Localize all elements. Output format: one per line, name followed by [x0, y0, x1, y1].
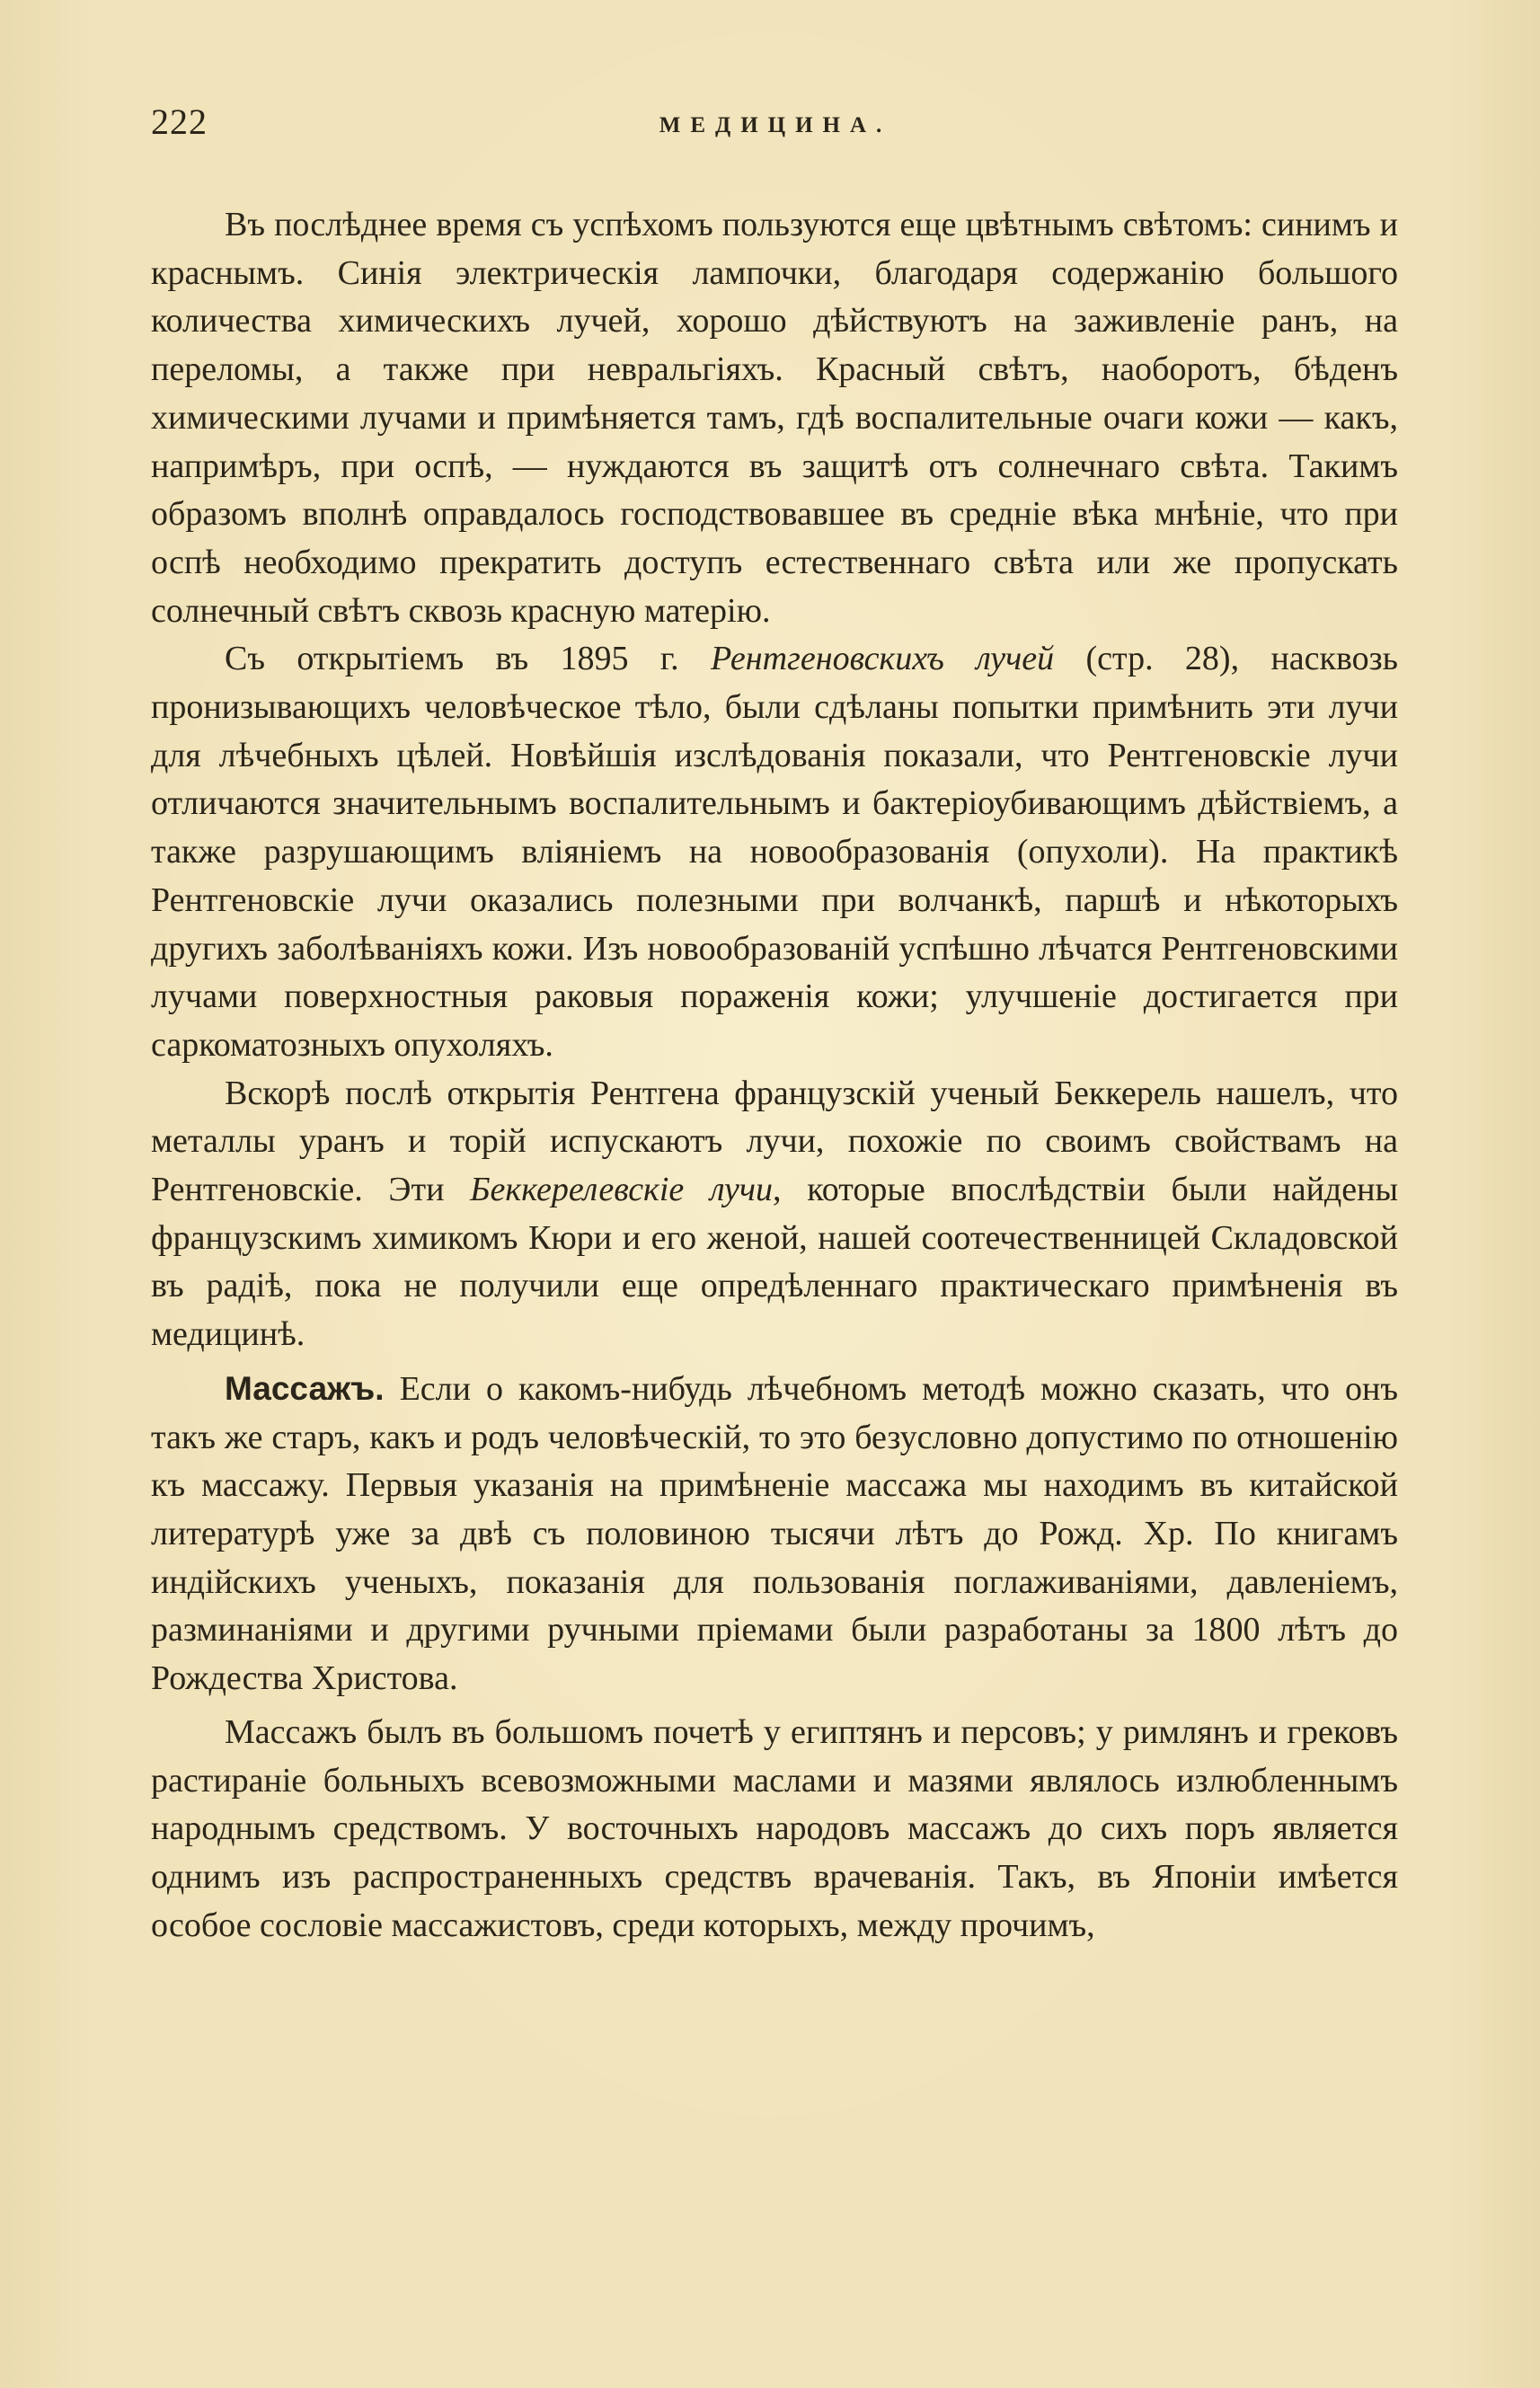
paragraph-colored-light	[151, 201, 1398, 635]
paragraph-becquerel-rays	[151, 1070, 1398, 1359]
page-number: 222	[151, 102, 208, 142]
paragraph-massage-history	[151, 1709, 1398, 1950]
paragraph-roentgen-rays	[151, 635, 1398, 1069]
paragraph-text-pre: Вскорѣ послѣ открытія Рентгена французскій ученый Беккерель нашелъ, что металлы уранъ и торій испускаютъ лучи, похожіе по своимъ свойствамъ на Рентгеновскіе. Эти	[151, 1074, 1398, 1209]
paragraph-text: Въ послѣднее время съ успѣхомъ пользуются еще цвѣтнымъ свѣтомъ: синимъ и краснымъ. Синія электрическія лампочки, благодаря содержанію большого количества химическихъ лучей, хорошо дѣйствуютъ на заживленіе ранъ, на переломы, а также при невральгіяхъ. Красный свѣтъ, наоборотъ, бѣденъ химическими лучами и примѣняется тамъ, гдѣ воспалительные очаги кожи — какъ, напримѣръ, при оспѣ, — нуждаются въ защитѣ отъ солнечнаго свѣта. Такимъ образомъ вполнѣ оправдалось господствовавшее въ средніе вѣка мнѣніе, что при оспѣ необходимо прекратить доступъ естественнаго свѣта или же пропускать солнечный свѣтъ сквозь красную матерію.	[151, 206, 1398, 630]
paragraph-text-post: , которые впослѣдствіи были найдены французскимъ химикомъ Кюри и его женой, нашей соотечественницей Складовской въ радіѣ, пока не получили еще опредѣленнаго практическаго примѣненія въ медицинѣ.	[151, 1171, 1398, 1354]
body-text	[151, 201, 1398, 1950]
paragraph-massage	[151, 1365, 1398, 1703]
paragraph-text-pre: Съ открытіемъ въ 1895 г.	[225, 640, 712, 678]
paragraph-text: Массажъ былъ въ большомъ почетѣ у египтянъ и персовъ; у римлянъ и грековъ растираніе больныхъ всевозможными маслами и мазями являлось излюбленнымъ народнымъ средствомъ. У восточныхъ народовъ массажъ до сихъ поръ является однимъ изъ распространенныхъ средствъ врачеванія. Такъ, въ Японіи имѣется особое сословіе массажистовъ, среди которыхъ, между прочимъ,	[151, 1712, 1398, 1944]
italic-term-roentgen: Рентгеновскихъ лучей	[711, 640, 1055, 678]
running-title: МЕДИЦИНА.	[659, 113, 892, 137]
section-heading-massage: Массажъ.	[225, 1369, 385, 1407]
paragraph-text-post: (стр. 28), насквозь пронизывающихъ человѣческое тѣло, были сдѣланы попытки примѣнить эти лучи для лѣчебныхъ цѣлей. Новѣйшія изслѣдованія показали, что Рентгеновскіе лучи отличаются значительнымъ воспалительнымъ и бактеріоубивающимъ дѣйствіемъ, а также разрушающимъ вліяніемъ на новообразованія (опухоли). На практикѣ Рентгеновскіе лучи оказались полезными при волчанкѣ, паршѣ и нѣкоторыхъ другихъ заболѣваніяхъ кожи. Изъ новообразованій успѣшно лѣчатся Рентгеновскими лучами поверхностныя раковыя пораженія кожи; улучшеніе достигается при саркоматозныхъ опухоляхъ.	[151, 640, 1398, 1064]
italic-term-becquerel: Беккерелевскіе лучи	[470, 1171, 774, 1209]
page-header	[151, 101, 1400, 155]
paragraph-text-post: Если о какомъ-нибудь лѣчебномъ методѣ можно сказать, что онъ такъ же старъ, какъ и родъ человѣческій, то это безусловно допустимо по отношенію къ массажу. Первыя указанія на примѣненіе массажа мы находимъ въ китайской литературѣ уже за двѣ съ половиною тысячи лѣтъ до Рожд. Хр. По книгамъ индійскихъ ученыхъ, показанія для пользованія поглаживаніями, давленіемъ, разминаніями и другими ручными пріемами были разработаны за 1800 лѣтъ до Рождества Христова.	[151, 1369, 1398, 1698]
